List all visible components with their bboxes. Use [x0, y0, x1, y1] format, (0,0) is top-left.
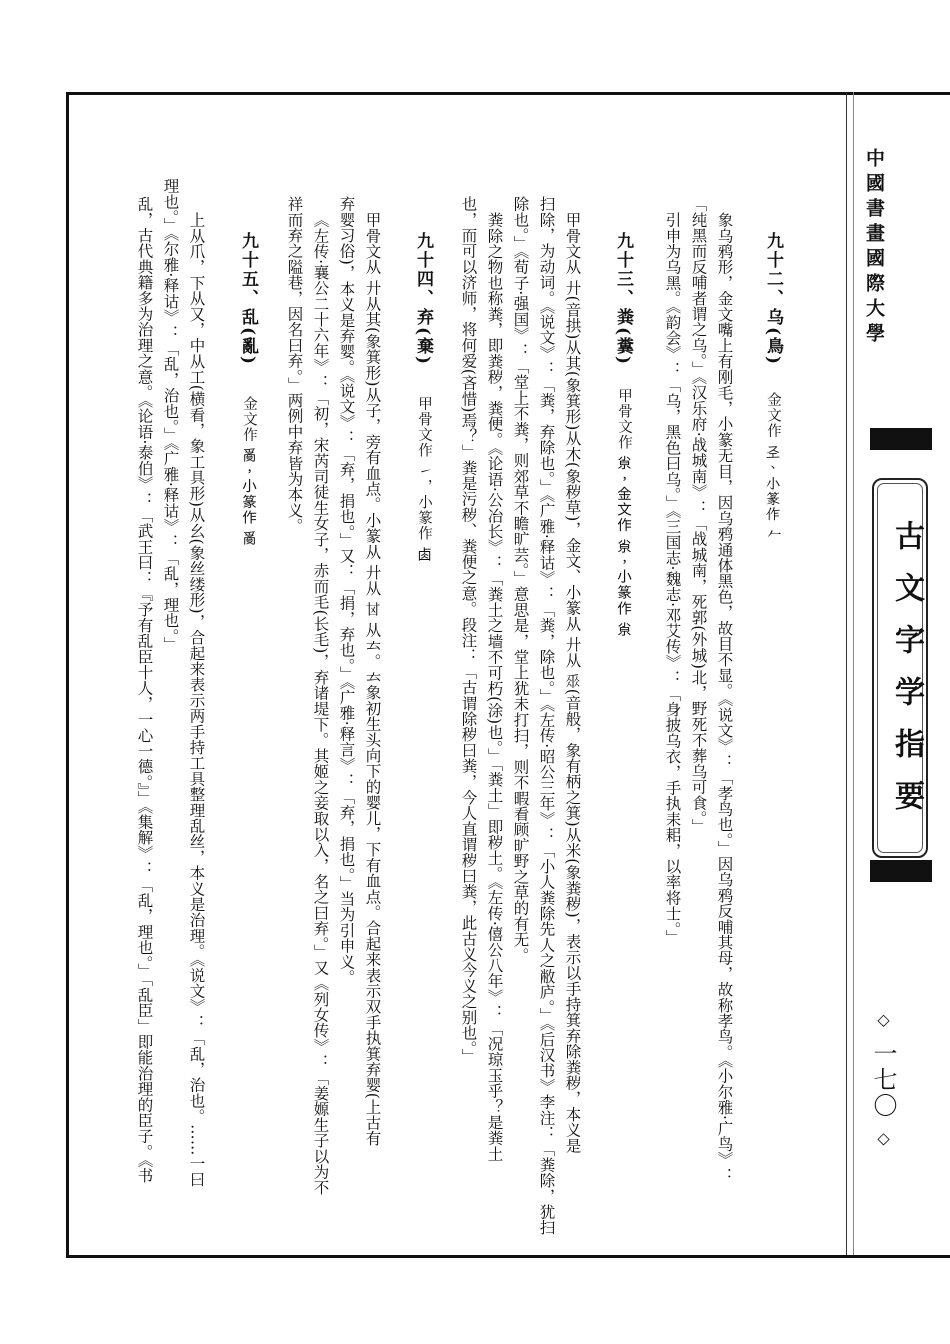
entry-line: 上从爪，下从又，中从工(横看，象工具形)从幺(象丝缕形)，合起来表示两手持工具整理乱丝，本义是治理。《说文》：「乱，治也。……一曰: [187, 212, 206, 1187]
entry-forms: 甲骨文作 𡭴，金文作 𡭴，小篆作 𡭴: [616, 388, 632, 638]
book-title: 古文字学指要: [889, 520, 924, 832]
entry-line: 祥而弃之隘巷，因名曰弃。」两例中弃皆为本义。: [285, 196, 304, 534]
entry-line: 象乌鸦形，金文嘴上有刚毛，小篆无目，因乌鸦通体黑色，故目不显。《说文》：「孝鸟也。」因乌鸦反哺其母，故称孝鸟。《小尔雅·广鸟》：: [715, 212, 734, 1183]
entry-line: 粪除之物也称粪，即粪秽，粪便。《论语·公冶长》：「粪土之墙不可朽(涂)也。」「粪土」即秽土。《左传·僖公八年》：「况琼玉乎？是粪土: [485, 212, 504, 1162]
entry-line: 引申为乌黑。《韵会》：「乌，黑色曰乌。」《三国志·魏志·邓艾传》：「身披乌衣，手执耒耜，以率将士。」: [663, 212, 682, 945]
entry-line: 弃婴习俗)，本义是弃婴。《说文》：「弃，捐也。」又：「捐，弃也。」《广雅·释言》：「弃，捐也。」当为引申义。: [337, 196, 356, 986]
frame-divider-inner: [853, 92, 854, 1255]
entry-line: 甲骨文从 廾(音拱)从其(象箕形)从木(象秽草)，金文、小篆从 廾从 𠂹(音般，象有柄之箕)从米(象粪秽)，表示以手持箕弃除粪秽，本义是: [563, 212, 582, 1154]
diamond-ornament-top: ◇: [874, 1010, 893, 1031]
entry-line: 甲骨文从 廾从其(象箕形)从子，旁有血点。小篆从 廾从 𠀠 从𠫓。𠫓象初生头向下的婴儿，下有血点。合起来表示双手执箕弃婴(上古有: [363, 212, 382, 1147]
page-number: 一七〇: [869, 1040, 897, 1119]
entry-heading: 九十二、乌(鳥): [763, 232, 783, 367]
entry-line: 《左传·襄公二十六年》：「初，宋芮司徒生女子，赤而毛(长毛)，弃诸堤下。其姬之妾取以入，名之曰弃。」又《列女传》：「姜嫄生子以为不: [311, 212, 330, 1196]
entry-forms: 甲骨文作 ㇀，小篆作 𠧪: [416, 396, 432, 563]
entry-line: 乱，古代典籍多为治理之意。《论语·泰伯》：「武王曰：『予有乱臣十人，一心一德。』」《集解》：「乱，理也。」「乱臣」即能治理的臣子。《书: [135, 196, 154, 1184]
entry-forms: 金文作 𤔔，小篆作 𤔔: [241, 396, 257, 547]
entry-line: 扫除，为动词。《说文》：「粪，弃除也。」《广雅·释诂》：「粪，除也。」《左传·昭公三年》：「小人粪除先人之敝庐。」《后汉书》李注：「粪除，犹扫: [537, 196, 556, 1236]
entry-heading: 九十五、乱(亂): [238, 232, 258, 367]
title-band-top: [870, 428, 932, 450]
entry-line: 「纯黑而反哺者谓之乌。」《汉乐府·战城南》：「战城南，死郭(外城)北，野死不葬乌可食。」: [689, 196, 708, 835]
entry-line: 除也。」《荀子·强国》：「堂上不粪，则郊草不瞻旷芸。」意思是，堂上犹未打扫，则不暇看顾旷野之草的有无。: [511, 196, 530, 963]
entry-line: 也，而可以济师，将何爱(吝惜)焉？」粪是污秽、粪便之意。段注：「古谓除秽曰粪，今人直谓秽曰粪，此古义今义之别也。」: [459, 196, 478, 1065]
page-number-block: [866, 1010, 901, 1149]
entry-heading: 九十四、弃(棄): [413, 232, 433, 367]
title-band-bottom: [870, 860, 932, 882]
entry-heading: 九十三、粪(糞): [613, 232, 633, 367]
series-title: 中國書畫國際大學: [863, 148, 885, 348]
entry-line: 理也。」《尔雅·释诂》：「乱，治也。」《广雅·释诂》：「乱，理也。」: [161, 178, 180, 652]
entry-forms: 金文作 𢀖、小篆作 𠂉: [765, 392, 781, 543]
frame-divider: [846, 92, 847, 1255]
diamond-ornament-bottom: ◇: [874, 1128, 893, 1150]
